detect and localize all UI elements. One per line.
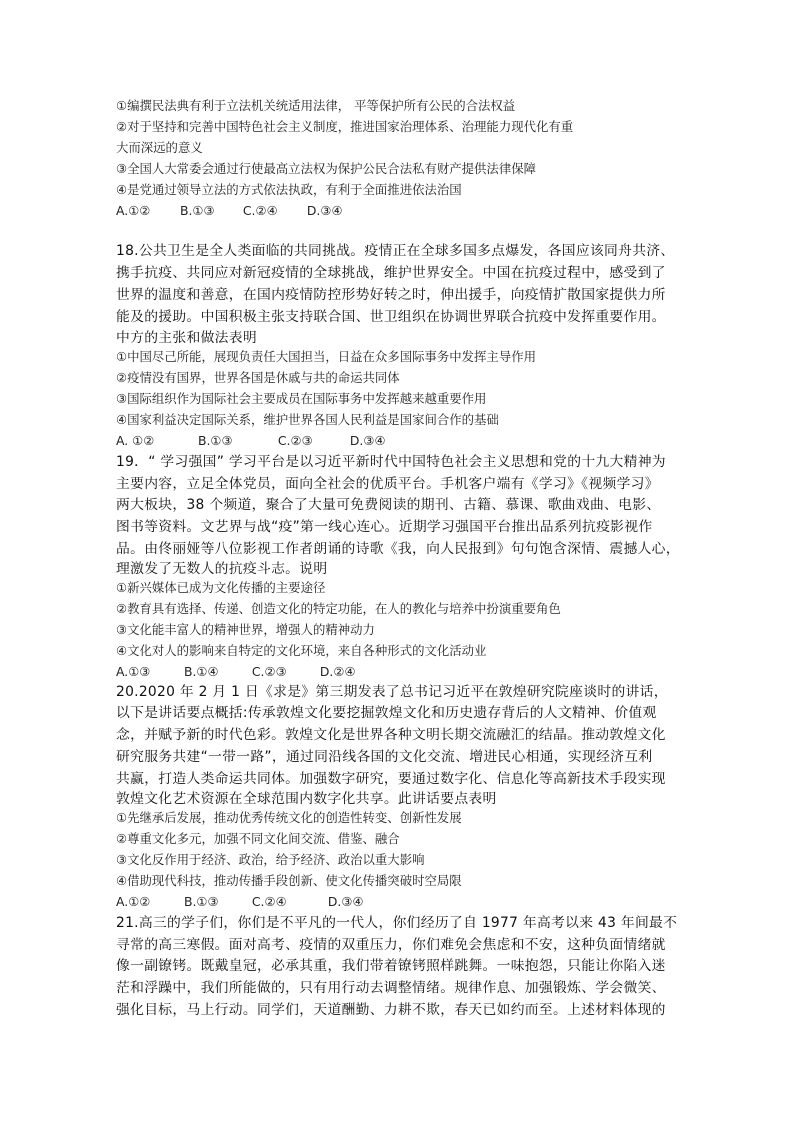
q17-option-3: ③全国人大常委会通过行使最高立法权为保护公民合法私有财产提供法律保障 xyxy=(116,161,536,176)
q18-choice-a: A. ①② xyxy=(116,433,155,448)
q19-choice-c: C.②③ xyxy=(251,664,287,679)
q20-answer-choices xyxy=(116,892,364,912)
q18-choice-c: C.②③ xyxy=(277,433,313,448)
q17-option-2-cont: 大而深远的意义 xyxy=(116,140,203,155)
q18-answer-choices xyxy=(116,431,386,451)
q19-stem-line-6: 理激发了无数人的抗疫斗志。说明 xyxy=(116,561,328,577)
q18-choice-d: D.③④ xyxy=(349,433,386,448)
q19-stem-line-4: 图书等资料。文艺界与战“疫”第一线心连心。近期学习强国平台推出品系列抗疫影视作 xyxy=(116,519,653,535)
q17-choice-c: C.②④ xyxy=(242,203,278,218)
q20-stem-line-6: 敦煌文化艺术资源在全球范围内数字化共享。此讲话要点表明 xyxy=(116,791,497,807)
q20-stem-line-5: 共赢，打造人类命运共同体。加强数字研究，要通过数字化、信息化等高新技术手段实现 xyxy=(116,771,666,787)
q17-option-1: ①编撰民法典有利于立法机关统适用法律， 平等保护所有公民的合法权益 xyxy=(116,98,516,113)
q19-stem-line-3: 两大板块，38 个频道，聚合了大量可免费阅读的期刊、古籍、慕课、歌曲戏曲、电影、 xyxy=(116,497,661,513)
q19-choice-d: D.②④ xyxy=(319,664,356,679)
q18-option-2: ②疫情没有国界，世界各国是休戚与共的命运共同体 xyxy=(116,370,400,385)
q21-stem-line-4: 茫和浮躁中，我们所能做的，只有用行动去调整情绪。规律作息、加强锻炼、学会微笑、 xyxy=(116,980,666,996)
q20-stem-line-2: 以下是讲话要点概括:传承敦煌文化要挖掘敦煌文化和历史遗存背后的人文精神、价值观 xyxy=(116,705,657,721)
q19-stem-line-2: 主要内容，立足全体党员，面向全社会的优质平台。手机客户端有《学习》《视频学习》 xyxy=(116,476,659,492)
q18-stem-line-4: 能及的援助。中国积极主张支持联合国、世卫组织在协调世界联合抗疫中发挥重要作用。 xyxy=(116,309,666,325)
q19-answer-choices xyxy=(116,662,356,682)
q18-stem-line-5: 中方的主张和做法表明 xyxy=(116,330,257,346)
q19-stem-line-5: 品。由佟丽娅等八位影视工作者朗诵的诗歌《我，向人民报到》句句饱含深情、震撼人心， xyxy=(116,541,680,557)
q21-stem-line-5: 强化目标，马上行动。同学们，天道酬勤、力耕不欺，春天已如约而至。上述材料体现的 xyxy=(116,1002,666,1018)
q19-choice-a: A.①③ xyxy=(116,664,151,679)
q19-stem-line-1: 19．“ 学习强国” 学习平台是以习近平新时代中国特色社会主义思想和党的十九大精神为 xyxy=(116,454,666,470)
q20-option-4: ④借助现代科技，推动传播手段创新、使文化传播突破时空局限 xyxy=(116,873,462,888)
q18-stem-line-1: 18.公共卫生是全人类面临的共同挑战。疫情正在全球多国多点爆发，各国应该同舟共济、 xyxy=(116,243,675,259)
q17-option-4: ④是党通过领导立法的方式依法执政，有利于全面推进依法治国 xyxy=(116,182,462,197)
q17-answer-choices xyxy=(116,201,343,221)
q21-stem-line-3: 像一副镣铐。既戴皇冠，必承其重，我们带着镣铐照样跳舞。一味抱怨，只能让你陷入迷 xyxy=(116,958,666,974)
q20-choice-b: B.①③ xyxy=(183,894,219,909)
q18-stem-line-2: 携手抗疫、共同应对新冠疫情的全球挑战，维护世界安全。中国在抗疫过程中，感受到了 xyxy=(116,265,666,281)
q20-stem-line-4: 研究服务共建“一带一路”，通过同沿线各国的文化交流、增进民心相通，实现经济互利 xyxy=(116,749,653,765)
q18-option-4: ④国家利益决定国际关系，维护世界各国人民利益是国家间合作的基础 xyxy=(116,412,499,427)
q21-stem-line-2: 寻常的高三寒假。面对高考、疫情的双重压力，你们难免会焦虑和不安，这种负面情绪就 xyxy=(116,937,666,953)
q18-option-1: ①中国尽己所能，展现负责任大国担当，日益在众多国际事务中发挥主导作用 xyxy=(116,349,536,364)
q18-choice-b: B.①③ xyxy=(197,433,233,448)
q20-choice-a: A.①② xyxy=(116,894,151,909)
q20-option-2: ②尊重文化多元，加强不同文化间交流、借鉴、融合 xyxy=(116,831,400,846)
q19-option-3: ③文化能丰富人的精神世界，增强人的精神动力 xyxy=(116,622,375,637)
q20-choice-c: C.②④ xyxy=(251,894,287,909)
q18-option-3: ③国际组织作为国际社会主要成员在国际事务中发挥越来越重要作用 xyxy=(116,391,487,406)
q20-stem-line-3: 念，并赋予新的时代色彩。敦煌文化是世界各种文明长期交流融汇的结晶。推动敦煌文化 xyxy=(116,727,666,743)
q17-choice-d: D.③④ xyxy=(306,203,343,218)
q20-option-3: ③文化反作用于经济、政治，给予经济、政治以重大影响 xyxy=(116,852,425,867)
q20-choice-d: D.③④ xyxy=(327,894,364,909)
q20-stem-line-1: 20.2020 年 2 月 1 日《求是》第三期发表了总书记习近平在敦煌研究院座谈时的讲话， xyxy=(116,684,668,700)
q21-stem-line-1: 21.高三的学子们，你们是不平凡的一代人，你们经历了自 1977 年高考以来 43 年间最不 xyxy=(116,915,678,931)
q17-choice-b: B.①③ xyxy=(179,203,215,218)
q19-option-1: ①新兴媒体已成为文化传播的主要途径 xyxy=(116,580,326,595)
q17-option-2: ②对于坚持和完善中国特色社会主义制度，推进国家治理体系、治理能力现代化有重 xyxy=(116,119,574,134)
q18-stem-line-3: 世界的温度和善意，在国内疫情防控形势好转之时，伸出援手，向疫情扩散国家提供力所 xyxy=(116,287,666,303)
q19-choice-b: B.①④ xyxy=(183,664,219,679)
q19-option-2: ②教育具有选择、传递、创造文化的特定功能，在人的教化与培养中扮演重要角色 xyxy=(116,601,561,616)
q20-option-1: ①先继承后发展，推动优秀传统文化的创造性转变、创新性发展 xyxy=(116,810,462,825)
q19-option-4: ④文化对人的影响来自特定的文化环境，来自各种形式的文化活动业 xyxy=(116,643,487,658)
q17-choice-a: A.①② xyxy=(116,203,151,218)
